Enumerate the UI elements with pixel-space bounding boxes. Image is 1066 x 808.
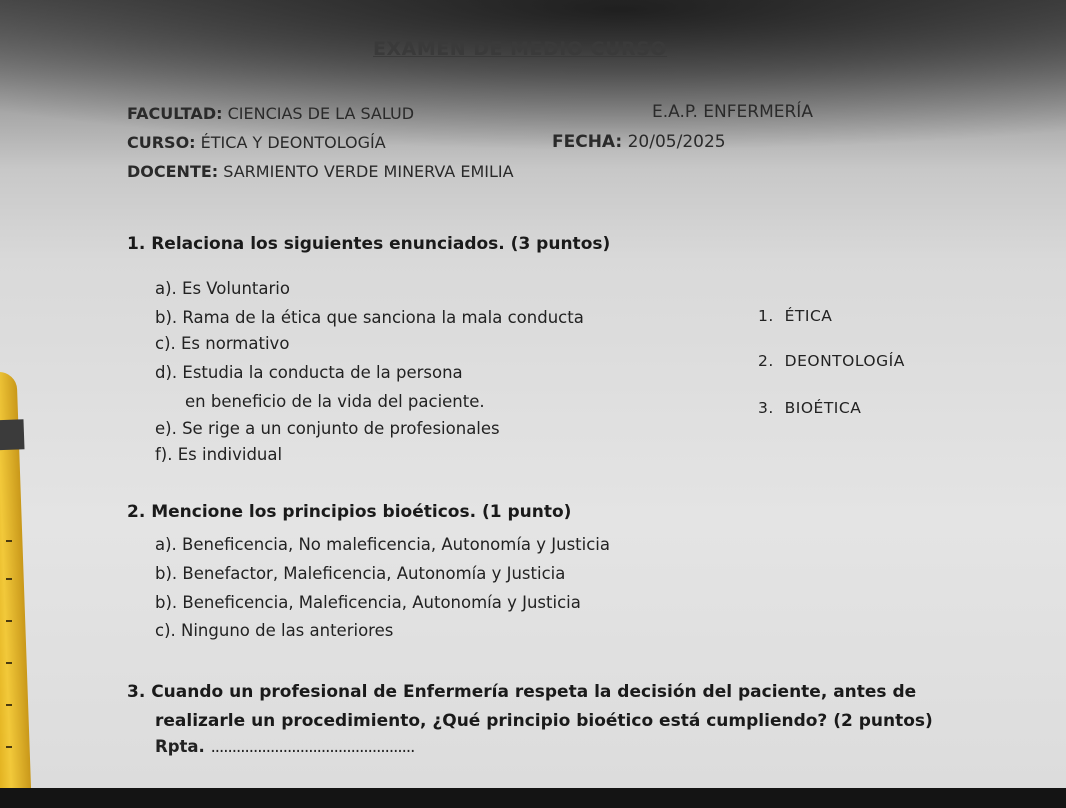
date-line bbox=[552, 132, 726, 152]
pen-scale-mark bbox=[6, 704, 12, 706]
q1-match-2: 2. DEONTOLOGÍA bbox=[758, 352, 905, 370]
faculty-line bbox=[127, 104, 414, 123]
faculty-label: FACULTAD: bbox=[127, 104, 223, 123]
q1-item-c: c). Es normativo bbox=[155, 334, 290, 353]
faculty-value: CIENCIAS DE LA SALUD bbox=[227, 104, 415, 123]
pen-scale-mark bbox=[6, 620, 12, 622]
pen-scale-mark bbox=[6, 662, 12, 664]
answer-line bbox=[155, 737, 414, 756]
q1-item-e: e). Se rige a un conjunto de profesionales bbox=[155, 419, 500, 438]
q1-item-d: d). Estudia la conducta de la persona bbox=[155, 363, 463, 382]
question-3-line-1: 3. Cuando un profesional de Enfermería respeta la decisión del paciente, antes de bbox=[127, 682, 917, 702]
teacher-label: DOCENTE: bbox=[127, 162, 219, 181]
q1-item-d-continuation: en beneficio de la vida del paciente. bbox=[185, 392, 485, 411]
teacher-line bbox=[127, 162, 514, 181]
answer-blank[interactable]: ................................................ bbox=[210, 737, 415, 756]
date-label: FECHA: bbox=[552, 132, 623, 152]
pen-scale-mark bbox=[6, 578, 12, 580]
q2-option-a: a). Beneficencia, No maleficencia, Autonomía y Justicia bbox=[155, 535, 611, 554]
pen-band bbox=[0, 419, 25, 450]
date-value: 20/05/2025 bbox=[627, 132, 726, 152]
teacher-value: SARMIENTO VERDE MINERVA EMILIA bbox=[223, 162, 514, 181]
q1-item-b: b). Rama de la ética que sanciona la mala conducta bbox=[155, 308, 584, 327]
pen-scale-mark bbox=[6, 540, 12, 542]
q2-option-c: c). Ninguno de las anteriores bbox=[155, 621, 394, 640]
q1-item-f: f). Es individual bbox=[155, 445, 283, 464]
bottom-edge bbox=[0, 788, 1066, 808]
course-line bbox=[127, 133, 386, 152]
q1-item-a: a). Es Voluntario bbox=[155, 279, 290, 298]
question-2-title: 2. Mencione los principios bioéticos. (1 punto) bbox=[127, 502, 572, 522]
q1-match-3: 3. BIOÉTICA bbox=[758, 399, 862, 417]
course-value: ÉTICA Y DEONTOLOGÍA bbox=[200, 133, 386, 152]
course-label: CURSO: bbox=[127, 133, 196, 152]
pen-scale-mark bbox=[6, 746, 12, 748]
exam-title: EXAMEN DE MEDIO CURSO bbox=[373, 38, 667, 60]
question-3-line-2: realizarle un procedimiento, ¿Qué principio bioético está cumpliendo? (2 puntos) bbox=[155, 711, 933, 731]
school-name: E.A.P. ENFERMERÍA bbox=[652, 102, 813, 122]
answer-label: Rpta. bbox=[155, 737, 211, 756]
q1-match-1: 1. ÉTICA bbox=[758, 307, 833, 325]
question-1-title: 1. Relaciona los siguientes enunciados. (3 puntos) bbox=[127, 234, 611, 254]
q2-option-b1: b). Benefactor, Maleficencia, Autonomía y Justicia bbox=[155, 564, 566, 583]
q2-option-b2: b). Beneficencia, Maleficencia, Autonomía y Justicia bbox=[155, 593, 581, 612]
